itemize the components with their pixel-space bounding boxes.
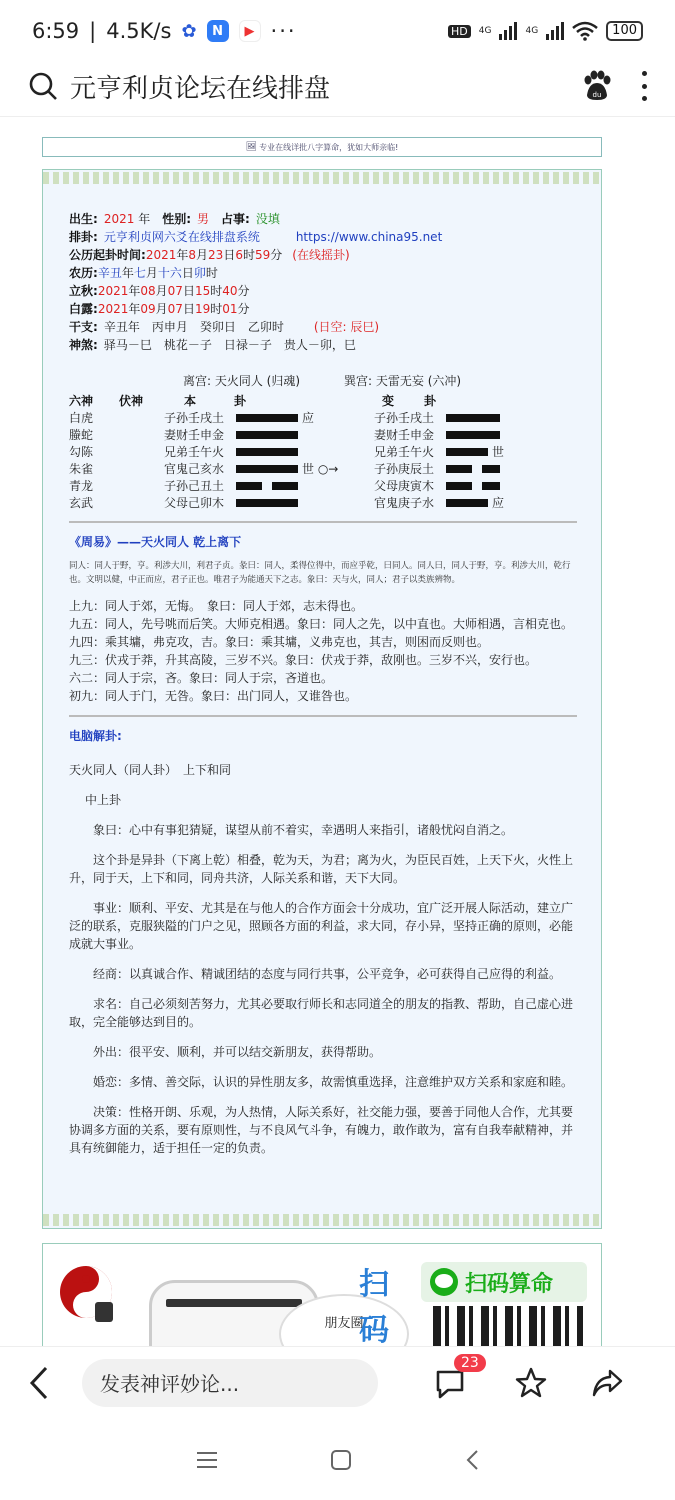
bian-yao-name: 子孙庚辰土 <box>374 461 435 476</box>
ben-yao-name: 子孙壬戌土 <box>164 410 225 425</box>
battery-icon: 100 <box>606 21 643 41</box>
video-app-icon: ▶ <box>239 20 261 42</box>
jiegua-para: 事业：顺利、平安、尤其是在与他人的合作方面会十分成功，宜广泛开展人际活动，建立广泛的联系，克服狭隘的门户之见，照顾各方面的利益，求大同，存小异，坚持正确的原则，必能成就大事业。 <box>69 901 574 951</box>
ben-yao-cell <box>234 460 374 478</box>
bian-yao-cell <box>444 465 504 473</box>
ben-yao-name: 官鬼己亥水 <box>164 461 225 476</box>
yao-mark: 应 <box>491 495 504 510</box>
wechat-icon <box>429 1267 459 1297</box>
zhouyi-title: 《周易》——天火同人 乾上离下 <box>69 535 242 549</box>
paigua-url-link[interactable]: https://www.china95.net <box>295 230 443 244</box>
yao-row <box>69 426 577 443</box>
jiegua-para: 这个卦是异卦（下离上乾）相叠，乾为天，为君；离为火，为臣民百姓，上天下火，火性上升，同于天，上下和同，同舟共济，人际关系和谐，天下大同。 <box>69 853 574 885</box>
yao-mark: 世 <box>491 444 504 459</box>
yao-line-mark <box>446 431 500 439</box>
system-nav-bar <box>0 1420 675 1500</box>
baidu-app-icon: ✿ <box>181 20 197 42</box>
ben-yao-name: 父母己卯木 <box>164 495 225 510</box>
jiegua-para: 象曰：心中有事犯猜疑，谋望从前不着实，幸遇明人来指引，诸般忧闷自消之。 <box>93 823 514 837</box>
bottom-action-bar <box>0 1346 675 1418</box>
paigua-row: 排卦: 元亨利贞网六爻在线排盘系统 https://www.china95.net <box>69 230 443 244</box>
yao-line-mark <box>236 448 298 456</box>
zhouyi-intro: 同人：同人于野，亨。利涉大川，利君子贞。彖曰：同人，柔得位得中，而应乎乾，曰同人。同人曰，同人于野，亨。利涉大川，乾行也。文明以健，中正而应，君子正也。唯君子为能通天下之志。象曰：天与火，同人；君子以类族辨物。 <box>69 561 571 585</box>
baidu-paw-icon[interactable] <box>579 69 613 103</box>
net2-label: 4G <box>525 26 539 36</box>
notes-app-icon: N <box>207 20 229 42</box>
wifi-icon <box>572 21 598 41</box>
ben-yao-name: 兄弟壬午火 <box>164 444 225 459</box>
liushen-cell: 青龙 <box>69 478 94 493</box>
yao-line-mark <box>446 465 500 473</box>
jiegua-name: 天火同人（同人卦） 上下和同 <box>69 763 232 777</box>
comment-input[interactable]: 发表神评妙论... <box>82 1359 378 1407</box>
liushen-cell: 白虎 <box>69 410 94 425</box>
bian-yao-cell <box>444 494 504 512</box>
menu-icon[interactable] <box>196 1451 218 1469</box>
status-time: 6:59 <box>32 19 80 43</box>
yao-line-mark <box>236 465 298 473</box>
hd-icon: HD <box>448 25 471 38</box>
status-speed: 4.5K/s <box>106 19 172 43</box>
more-menu-icon[interactable] <box>641 71 647 101</box>
yao-table <box>69 392 577 511</box>
paipan-panel <box>42 169 602 1229</box>
bian-yao-name: 兄弟壬午火 <box>374 444 435 459</box>
ben-yao-name: 妻财壬申金 <box>164 427 225 442</box>
back-nav-icon[interactable] <box>465 1449 479 1471</box>
birth-row: 出生: 2021 年 性别: 男 占事: 没填 <box>69 212 280 226</box>
jiegua-para: 求名：自己必须刻苦努力，尤其必要取行师长和志同道全的朋友的指教、帮助，自己虚心进取，完全能够达到目的。 <box>69 997 574 1029</box>
jiegua-level: 中上卦 <box>85 793 122 807</box>
banner-text: 专业在线详批八字算命，犹如大师亲临! <box>259 142 399 152</box>
divider <box>69 521 577 523</box>
yao-line: 九四：乘其墉，弗克攻，吉。象曰：乘其墉，义弗克也，其吉，则困而反则也。 <box>69 635 490 649</box>
net1-label: 4G <box>478 26 492 36</box>
ben-yao-name: 子孙己丑土 <box>164 478 225 493</box>
broken-image-icon: 🖼 <box>245 142 258 152</box>
favorite-star-icon[interactable] <box>514 1366 548 1400</box>
taiji-logo-icon <box>51 1250 121 1330</box>
yao-row <box>69 477 577 494</box>
yao-line: 上九：同人于郊，无悔。 象曰：同人于郊，志未得也。 <box>69 599 364 613</box>
liushen-cell: 玄武 <box>69 495 94 510</box>
qr-ad[interactable] <box>42 1243 602 1346</box>
jiegua-para: 决策：性格开朗、乐观，为人热情，人际关系好，社交能力强，要善于同他人合作，尤其要协调多方面的关系，要有原则性，与不良风气斗争，有魄力，敢作敢为，富有自我奉献精神，并具有统御能力，适于担任一定的负责。 <box>69 1105 574 1155</box>
yao-row <box>69 409 577 426</box>
decorative-border-bottom <box>43 1214 601 1226</box>
web-content <box>0 116 675 1346</box>
ben-yao-cell <box>234 482 374 490</box>
bian-yao-name: 官鬼庚子水 <box>374 495 435 510</box>
signal-icon-1 <box>499 22 517 40</box>
ben-yao-cell <box>234 431 374 439</box>
friends-circle-bubble: 朋友圈 <box>279 1294 409 1346</box>
yao-line: 六二：同人于宗，吝。象曰：同人于宗，吝道也。 <box>69 671 334 685</box>
ad-banner[interactable] <box>42 137 602 157</box>
ben-yao-cell <box>234 448 374 456</box>
status-bar: 6:59 | 4.5K/s ✿ N ▶ ··· HD 4G 4G 100 <box>0 0 675 62</box>
yao-mark: 世 ○→ <box>302 461 339 476</box>
search-icon[interactable] <box>28 71 58 101</box>
liqiu-row: 立秋: 2021 年 08 月 07 日 15 时 40 分 <box>69 284 250 298</box>
jiegua-title: 电脑解卦: <box>69 729 122 743</box>
yao-row <box>69 494 577 511</box>
liushen-cell: 朱雀 <box>69 461 94 476</box>
home-icon[interactable] <box>330 1449 352 1471</box>
yao-line: 初九：同人于门，无咎。象曰：出门同人，又谁咎也。 <box>69 689 358 703</box>
bian-yao-cell <box>444 482 504 490</box>
bailu-row: 白露: 2021 年 09 月 07 日 19 时 01 分 <box>69 302 250 316</box>
yao-line-mark <box>446 499 488 507</box>
top-bar <box>0 62 675 110</box>
shensha-row: 神煞: 驿马－巳 桃花－子 日禄－子 贵人－卯，巳 <box>69 338 356 352</box>
liushen-cell: 螣蛇 <box>69 427 94 442</box>
svg-text:du: du <box>592 91 602 99</box>
ganzhi-row: 干支: 辛丑年 丙申月 癸卯日 乙卯时 (日空: 辰巳) <box>69 320 380 334</box>
ben-yao-cell <box>234 499 374 507</box>
bian-yao-name: 妻财壬申金 <box>374 427 435 442</box>
paigua-system-link[interactable]: 元亨利贞网六爻在线排盘系统 <box>103 230 260 244</box>
ben-yao-cell <box>234 409 374 427</box>
yao-header: 六神 伏神 本 卦 变 卦 <box>69 393 437 408</box>
scan-vertical-text: 扫 码 <box>359 1267 389 1346</box>
jiegua-para: 经商：以真诚合作、精诚团结的态度与同行共事，公平竞争，必可获得自己应得的利益。 <box>93 967 562 981</box>
bian-yao-name: 子孙壬戌土 <box>374 410 435 425</box>
time-row: 公历起卦时间: 2021 年 8 月 23 日 6 时 59 分 (在线摇卦) <box>69 248 350 262</box>
liushen-cell: 勾陈 <box>69 444 94 459</box>
signal-icon-2 <box>546 22 564 40</box>
yao-line-mark <box>446 482 500 490</box>
bian-yao-cell <box>444 431 504 439</box>
bian-yao-cell <box>444 414 504 422</box>
yao-line-mark <box>446 414 500 422</box>
divider <box>69 715 577 717</box>
yao-line-mark <box>236 499 298 507</box>
bian-yao-name: 父母庚寅木 <box>374 478 435 493</box>
page-title[interactable]: 元亨利贞论坛在线排盘 <box>70 73 331 104</box>
comments-button[interactable] <box>434 1354 479 1400</box>
gua-titles: 离宫: 天火同人 (归魂) 巽宫: 天雷无妄 (六冲) <box>183 374 462 388</box>
zhouyi-lines <box>69 597 577 705</box>
comment-count-badge: 23 <box>454 1354 486 1372</box>
lunar-row: 农历: 辛丑 年 七 月 十六 日 卯 时 <box>69 266 218 280</box>
yao-line-mark <box>236 482 298 490</box>
yao-line-mark <box>236 414 298 422</box>
more-notifications-icon: ··· <box>270 19 297 43</box>
jiegua-para: 婚恋：多情、善交际，认识的异性朋友多，故需慎重选择，注意维护双方关系和家庭和睦。 <box>93 1075 574 1089</box>
back-arrow-icon[interactable] <box>28 1365 50 1401</box>
yao-mark: 应 <box>302 410 315 425</box>
qr-code[interactable] <box>433 1306 583 1346</box>
yao-line-mark <box>446 448 488 456</box>
yao-row <box>69 460 577 477</box>
jiegua-para: 外出：很平安、顺利，并可以结交新朋友，获得帮助。 <box>93 1045 382 1059</box>
yao-line: 九五：同人，先号咷而后笑。大师克相遇。象曰：同人之先，以中直也。大师相遇，言相克也。 <box>69 617 574 631</box>
yao-row <box>69 443 577 460</box>
scan-label: 扫码算命 <box>421 1262 587 1302</box>
decorative-border-top <box>43 172 601 184</box>
yao-line: 九三：伏戎于莽，升其高陵，三岁不兴。象曰：伏戎于莽，敌刚也。三岁不兴，安行也。 <box>69 653 538 667</box>
share-icon[interactable] <box>590 1366 624 1400</box>
bian-yao-cell <box>444 443 504 461</box>
yao-line-mark <box>236 431 298 439</box>
